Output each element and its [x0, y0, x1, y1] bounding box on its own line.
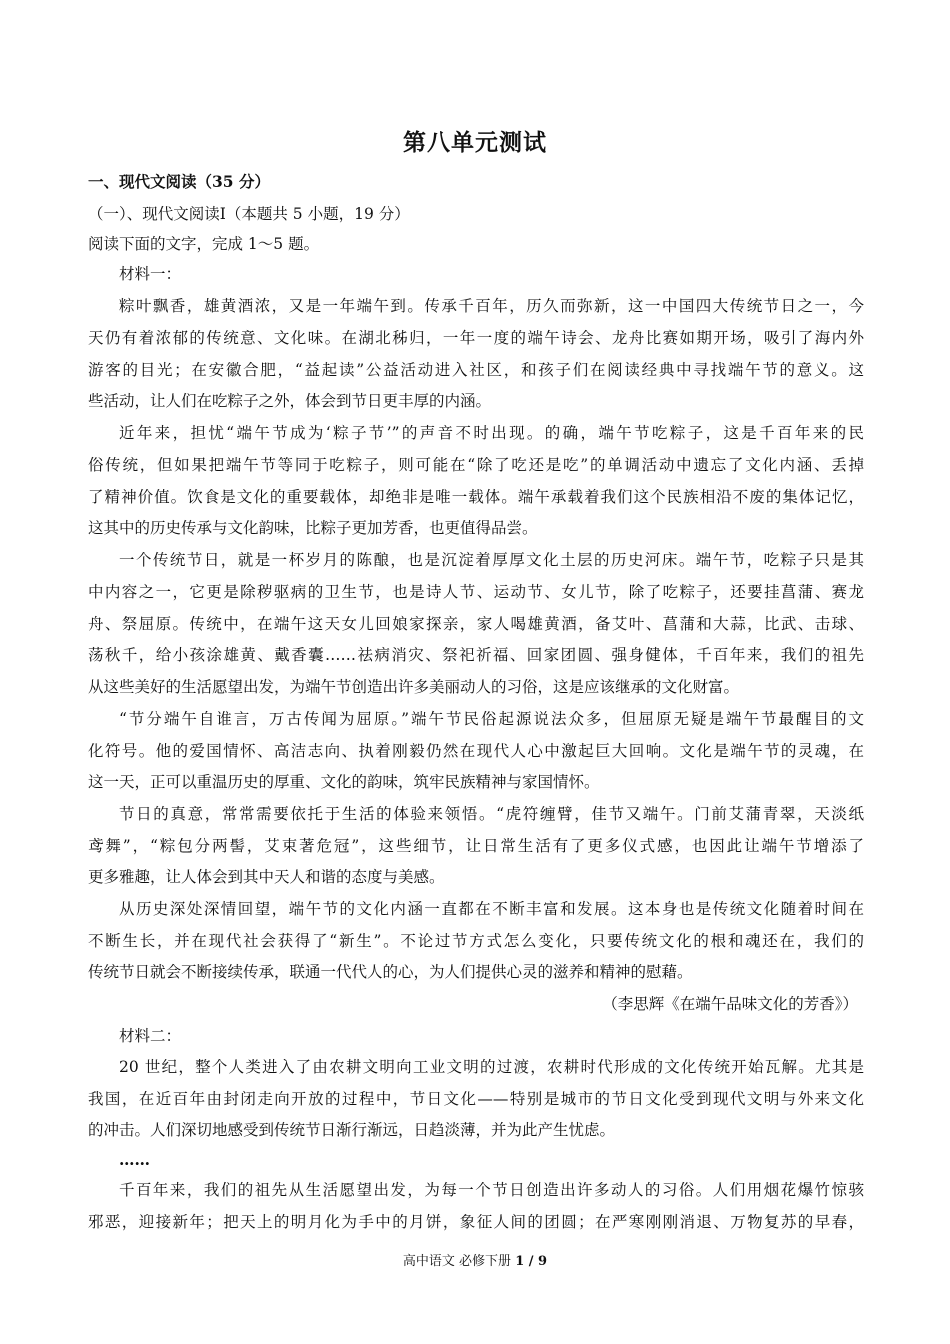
- text-line: 粽叶飘香，雄黄酒浓，又是一年端午到。传承千百年，历久而弥新，这一中国四大传统节日之一，今: [119, 297, 864, 315]
- text-line: 的冲击。人们深切地感受到传统节日渐行渐远，日趋淡薄，并为此产生忧虑。: [88, 1121, 616, 1139]
- text-line: 邪恶，迎接新年；把天上的明月化为手中的月饼，象征人间的团圆；在严寒刚刚消退、万物复苏的早春，: [88, 1213, 864, 1231]
- text-line: “节分端午自谁言，万古传闻为屈原。”端午节民俗起源说法众多，但屈原无疑是端午节最醒目的文: [119, 710, 864, 728]
- subsection-heading: （一）、现代文阅读Ⅰ（本题共 5 小题，19 分）: [88, 205, 410, 223]
- text-line: 天仍有着浓郁的传统意、文化味。在湖北秭归，一年一度的端午诗会、龙舟比赛如期开场，吸引了海内外: [88, 329, 864, 347]
- text-line: 20 世纪，整个人类进入了由农耕文明向工业文明的过渡，农耕时代形成的文化传统开始瓦解。尤其是: [119, 1058, 864, 1076]
- source-citation: （李思辉《在端午品味文化的芳香》）: [602, 995, 858, 1013]
- text-line: 俗传统，但如果把端午节等同于吃粽子，则可能在“除了吃还是吃”的单调活动中遗忘了文化内涵、丢掉: [88, 456, 864, 474]
- text-line: 舟、祭屈原。传统中，在端午这天女儿回娘家探亲，家人喝雄黄酒，备艾叶、菖蒲和大蒜，比武、击球、: [88, 615, 864, 633]
- text-line: 更多雅趣，让人体会到其中天人和谐的态度与美感。: [88, 868, 445, 886]
- text-line: 化符号。他的爱国情怀、高洁志向、执着刚毅仍然在现代人心中激起巨大回响。文化是端午节的灵魂，在: [88, 742, 864, 760]
- text-line: 一个传统节日，就是一杯岁月的陈酿，也是沉淀着厚厚文化土层的历史河床。端午节，吃粽子只是其: [119, 551, 864, 569]
- section-heading: 一、现代文阅读（35 分）: [88, 172, 270, 191]
- text-line: 中内容之一，它更是除秽驱病的卫生节，也是诗人节、运动节、女儿节，除了吃粽子，还要挂菖蒲、赛龙: [88, 583, 864, 601]
- page-title: 第八单元测试: [403, 129, 547, 156]
- text-line: 荡秋千，给小孩涂雄黄、戴香囊……祛病消灾、祭祀祈福、回家团圆、强身健体，千百年来，我们的祖先: [88, 646, 864, 664]
- material-label: 材料一：: [119, 265, 182, 283]
- footer-course: 高中语文 必修下册: [402, 1254, 516, 1269]
- page-footer: [0, 1250, 950, 1269]
- text-line: 节日的真意，常常需要依托于生活的体验来领悟。“虎符缠臂，佳节又端午。门前艾蒲青翠，天淡纸: [119, 805, 864, 823]
- instruction-text: 阅读下面的文字，完成 1～5 题。: [88, 235, 320, 253]
- text-line: 我国，在近百年由封闭走向开放的过程中，节日文化——特别是城市的节日文化受到现代文明与外来文化: [88, 1090, 864, 1108]
- text-line: 些活动，让人们在吃粽子之外，体会到节日更丰厚的内涵。: [88, 392, 492, 410]
- text-line: 不断生长，并在现代社会获得了“新生”。不论过节方式怎么变化，只要传统文化的根和魂还在，我们的: [88, 932, 864, 950]
- ellipsis-line: ……: [119, 1150, 150, 1169]
- text-line: 传统节日就会不断接续传承，联通一代代人的心，为人们提供心灵的滋养和精神的慰藉。: [88, 963, 693, 981]
- text-line: 近年来，担忧“端午节成为‘粽子节’”的声音不时出现。的确，端午节吃粽子，这是千百年来的民: [119, 424, 864, 442]
- material-label: 材料二：: [119, 1027, 182, 1045]
- text-line: 了精神价值。饮食是文化的重要载体，却绝非是唯一载体。端午承载着我们这个民族相沿不废的集体记忆，: [88, 488, 864, 506]
- text-line: 鸢舞”，“粽包分两髻，艾束著危冠”，这些细节，让日常生活有了更多仪式感，也因此让端午节增添了: [88, 837, 864, 855]
- text-line: 这其中的历史传承与文化韵味，比粽子更加芳香，也更值得品尝。: [88, 519, 538, 537]
- text-line: 游客的目光；在安徽合肥，“益起读”公益活动进入社区，和孩子们在阅读经典中寻找端午节的意义。这: [88, 361, 864, 379]
- text-line: 从这些美好的生活愿望出发，为端午节创造出许多美丽动人的习俗，这是应该继承的文化财富。: [88, 678, 740, 696]
- page-number: 1 / 9: [515, 1254, 548, 1269]
- text-line: 这一天，正可以重温历史的厚重、文化的韵味，筑牢民族精神与家国情怀。: [88, 773, 600, 791]
- text-line: 千百年来，我们的祖先从生活愿望出发，为每一个节日创造出许多动人的习俗。人们用烟花爆竹惊骇: [119, 1181, 864, 1199]
- text-line: 从历史深处深情回望，端午节的文化内涵一直都在不断丰富和发展。这本身也是传统文化随着时间在: [119, 900, 864, 918]
